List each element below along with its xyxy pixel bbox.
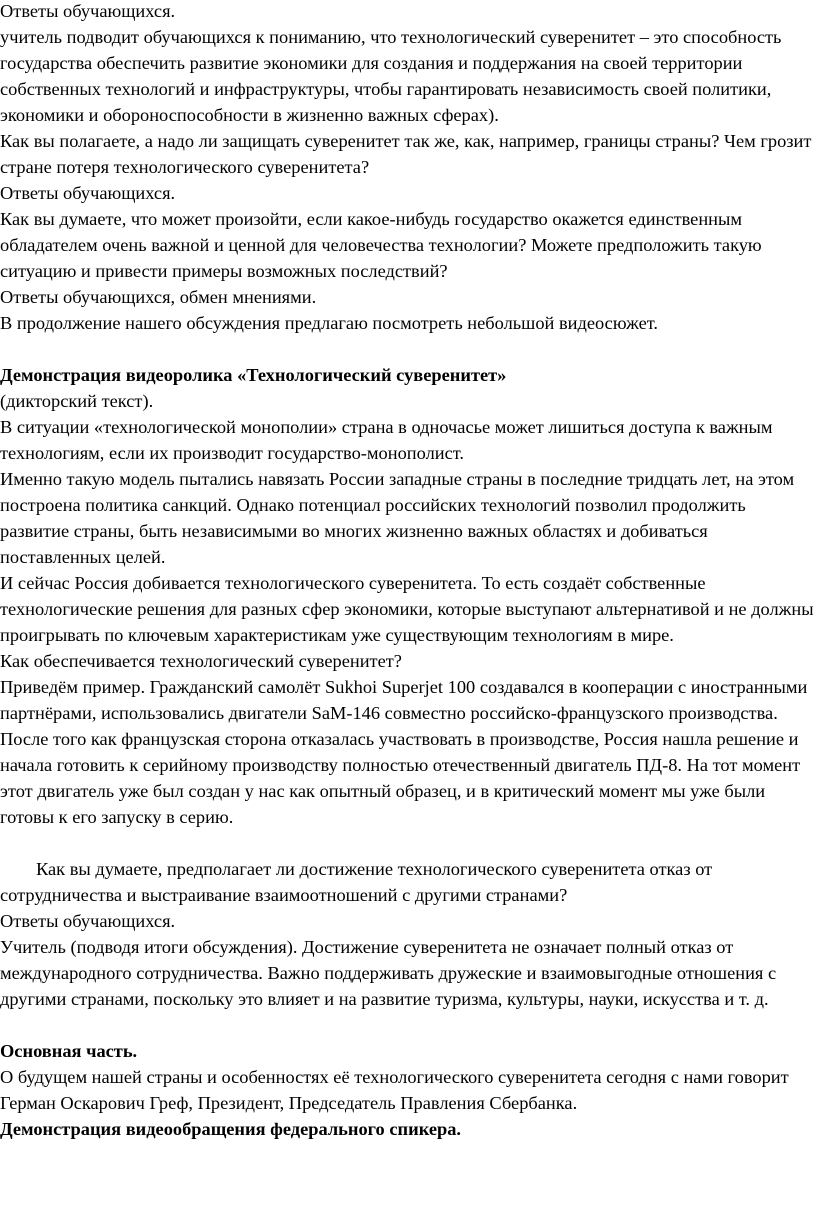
blank-line-2 (0, 830, 816, 856)
superjet-example-paragraph: Приведём пример. Гражданский самолёт Sukhoi Superjet 100 создавался в кооперации с иностранными партнёрами, использовались двигатели SaM-146 совместно российско-французского производства. После того как французская сторона отказалась участвовать в производстве, Россия нашла решение и начала готовить к серийному производству полностью отечественный двигатель ПД-8. На тот момент этот двигатель уже был создан у нас как опытный образец, и в критический момент мы уже были готовы к его запуску в серию. (0, 677, 808, 827)
teacher-summary-paragraph: Учитель (подводя итоги обсуждения). Достижение суверенитета не означает полный отказ от международного сотрудничества. Важно поддерживать дружеские и взаимовыгодные отношения с другими странами, поскольку это влияет и на развитие туризма, культуры, науки, искусства и т. д. (0, 937, 777, 1009)
sanctions-paragraph: Именно такую модель пытались навязать России западные страны в последние тридцать лет, на этом построена политика санкций. Однако потенциал российских технологий позволил продолжить развитие страны, быть независимыми во многих жизненно важных областях и добиваться поставленных целей. (0, 469, 795, 567)
student-answers-2: Ответы обучающихся. (0, 183, 176, 203)
question-monopoly-technology: Как вы думаете, что может произойти, если какое-нибудь государство окажется единственным обладателем очень важной и ценной для человечества технологии? Можете предположить такую ситуацию и привести примеры возможных последствий? (0, 209, 762, 281)
main-part-heading: Основная часть. (0, 1041, 138, 1061)
question-how-ensured: Как обеспечивается технологический суверенитет? (0, 651, 402, 671)
student-answers-discussion: Ответы обучающихся, обмен мнениями. (0, 287, 317, 307)
student-answers-1: Ответы обучающихся. (0, 1, 176, 21)
teacher-definition-paragraph: учитель подводит обучающихся к пониманию, что технологический суверенитет – это способность государства обеспечить развитие экономики для создания и поддержания на своей территории собственных технологий и инфраструктуры, чтобы гарантировать независимость своей политики, экономики и обороноспособности в жизненно важных сферах). (0, 27, 782, 125)
russia-sovereignty-paragraph: И сейчас Россия добивается технологического суверенитета. То есть создаёт собственные технологические решения для разных сфер экономики, которые выступают альтернативой и не должны проигрывать по ключевым характеристикам уже существующим технологиям в мире. (0, 573, 814, 645)
blank-line-1 (0, 336, 816, 362)
video-intro-paragraph: В продолжение нашего обсуждения предлагаю посмотреть небольшой видеосюжет. (0, 313, 659, 333)
monopoly-paragraph: В ситуации «технологической монополии» страна в одночасье может лишиться доступа к важным технологиям, если их производит государство-монополист. (0, 417, 773, 463)
blank-line-3 (0, 1012, 816, 1038)
student-answers-3: Ответы обучающихся. (0, 911, 176, 931)
question-protect-sovereignty: Как вы полагаете, а надо ли защищать суверенитет так же, как, например, границы страны? Чем грозит стране потеря технологического суверенитета? (0, 131, 812, 177)
speaker-intro-paragraph: О будущем нашей страны и особенностях её технологического суверенитета сегодня с нами говорит Герман Оскарович Греф, Президент, Председатель Правления Сбербанка. (0, 1067, 789, 1113)
speaker-video-heading: Демонстрация видеообращения федерального спикера. (0, 1119, 462, 1139)
narrator-text-label: (дикторский текст). (0, 391, 154, 411)
question-cooperation: Как вы думаете, предполагает ли достижение технологического суверенитета отказ от сотрудничества и выстраивание взаимоотношений с другими странами? (0, 859, 713, 905)
video-demo-heading: Демонстрация видеоролика «Технологический суверенитет» (0, 365, 507, 385)
